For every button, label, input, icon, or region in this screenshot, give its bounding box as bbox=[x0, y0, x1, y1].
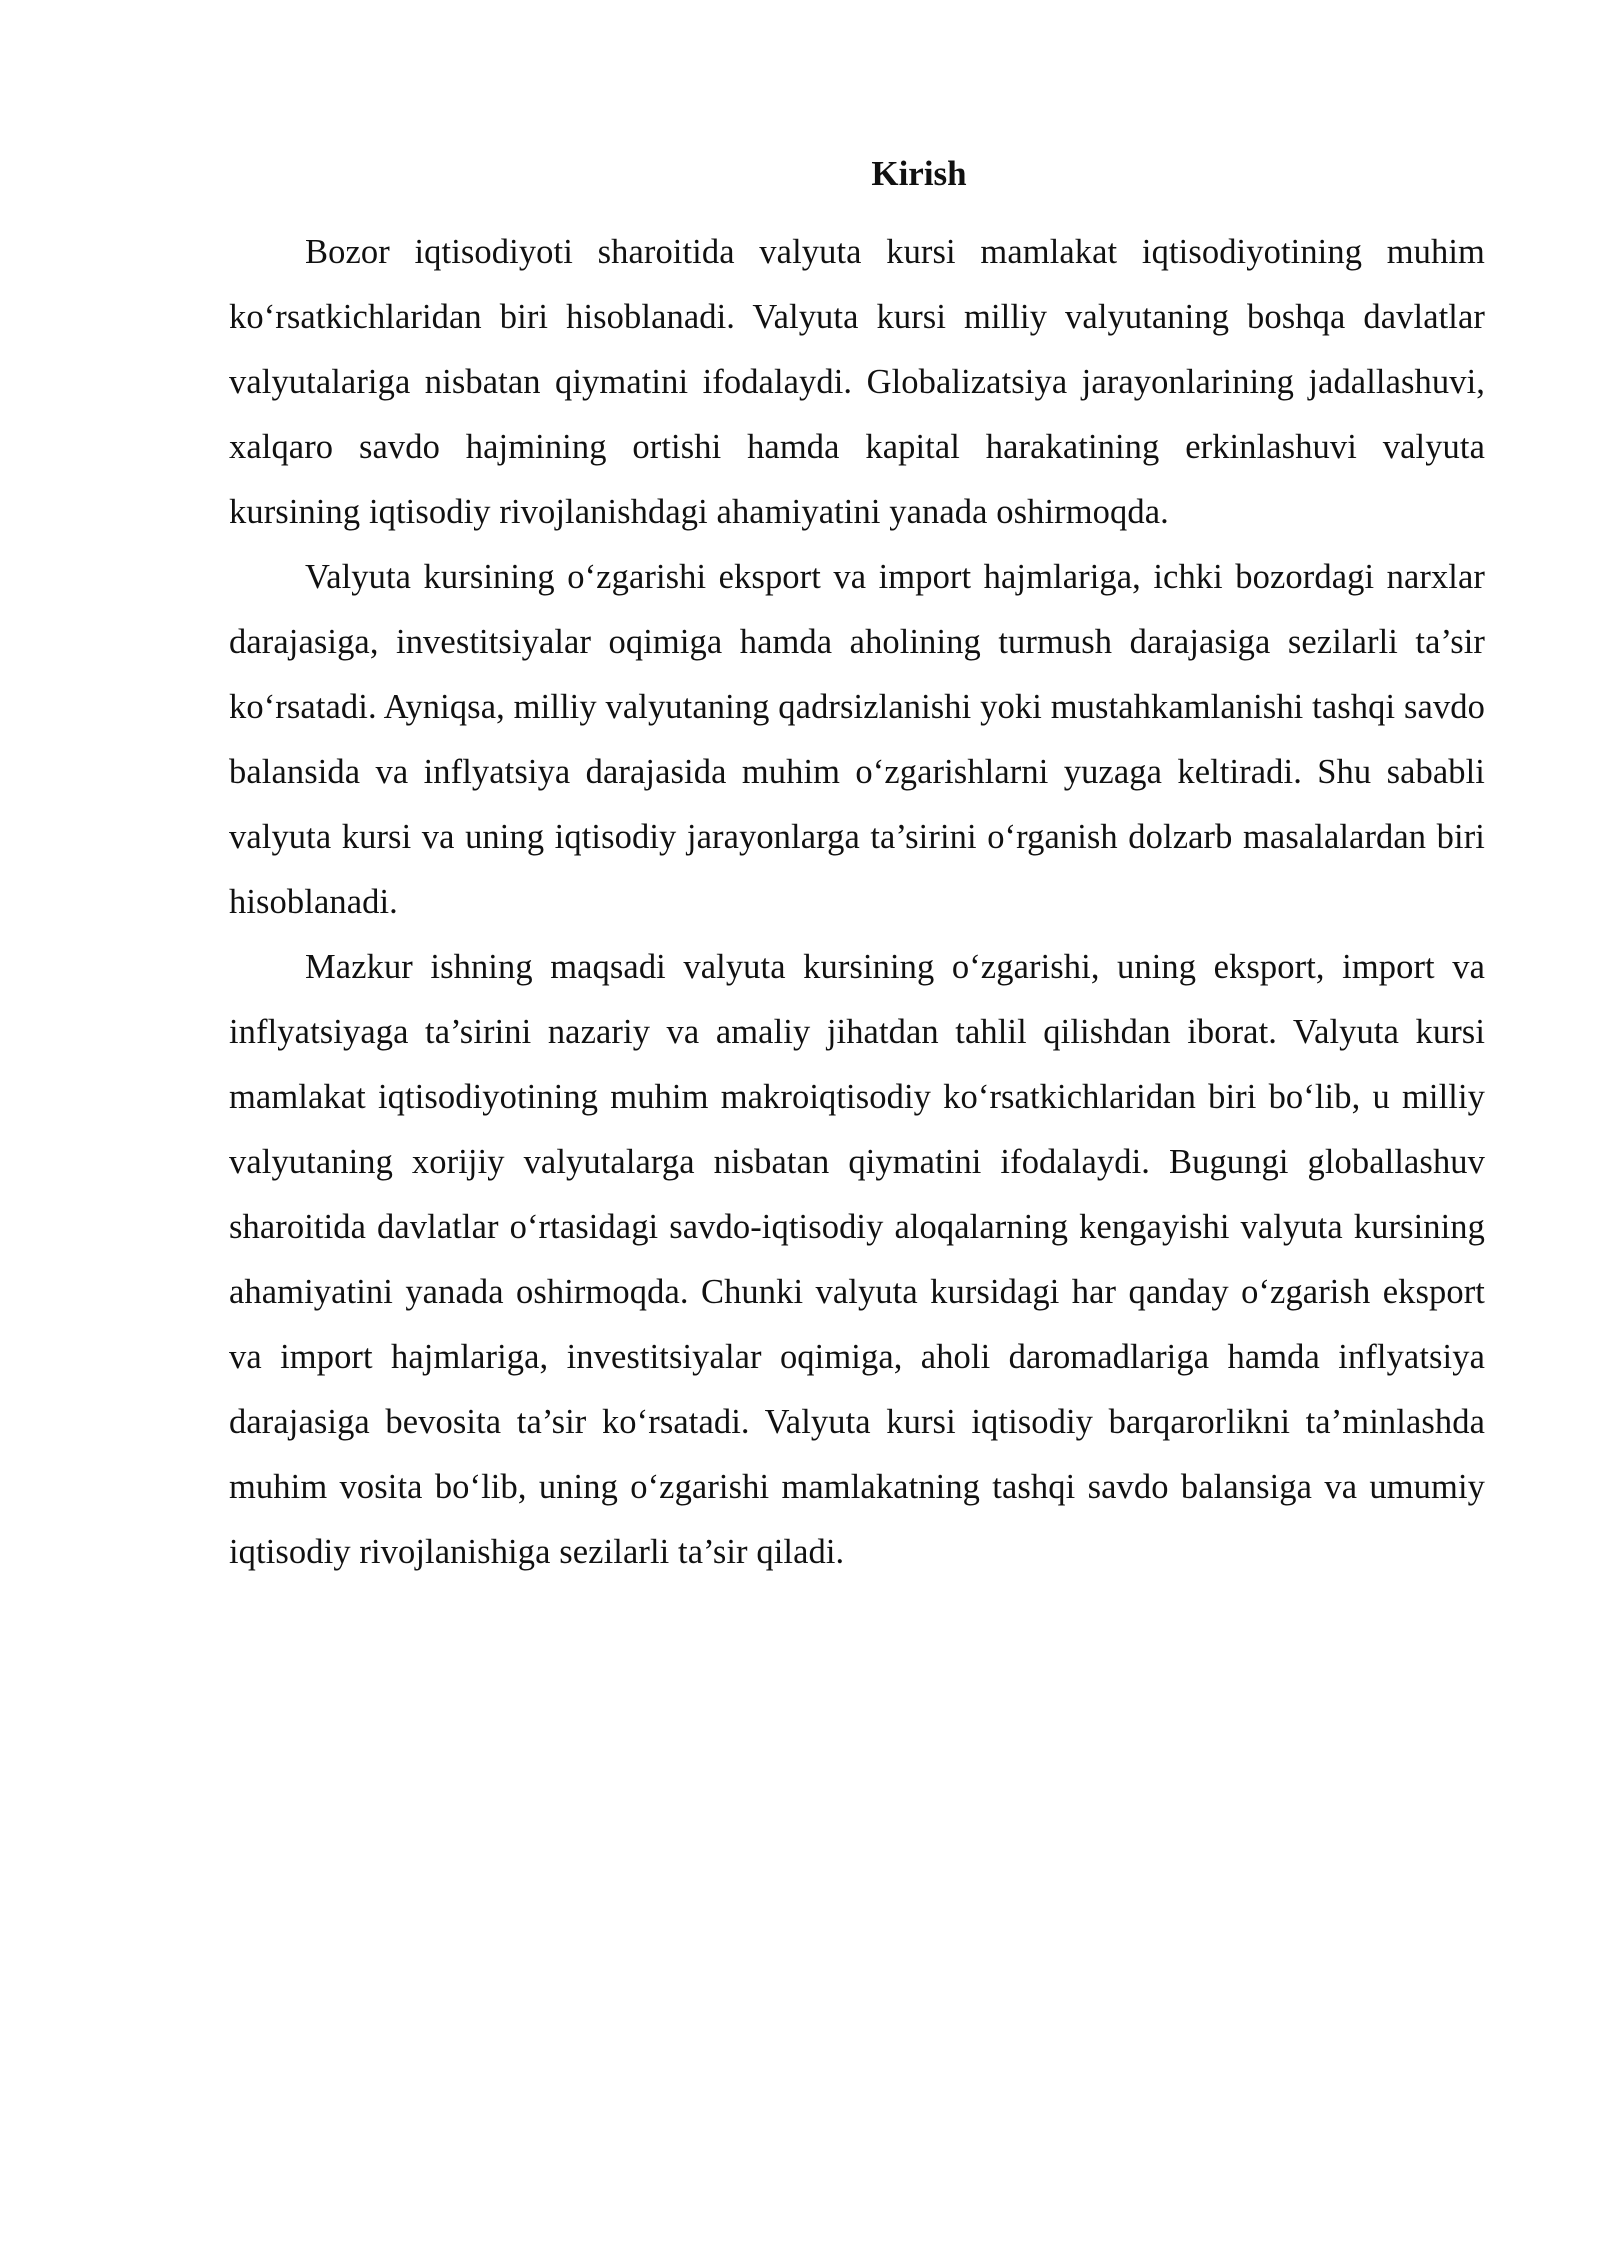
section-title: Kirish bbox=[871, 154, 967, 193]
paragraph-3: Mazkur ishning maqsadi valyuta kursining o‘zgarishi, uning eksport, import va inflyatsiyaga ta’sirini nazariy va amaliy jihatdan tahlil qilishdan iborat. Valyuta kursi mamlakat iqtisodiyotining muhim makroiqtisodiy ko‘rsatkichlaridan biri bo‘lib, u milliy valyutaning xorijiy valyutalarga nisbatan qiymatini ifodalaydi. Bugungi globallashuv sharoitida davlatlar o‘rtasidagi savdo-iqtisodiy aloqalarning kengayishi valyuta kursining ahamiyatini yanada oshirmoqda. Chunki valyuta kursidagi har qanday o‘zgarish eksport va import hajmlariga, investitsiyalar oqimiga, aholi daromadlariga hamda inflyatsiya darajasiga bevosita ta’sir ko‘rsatadi. Valyuta kursi iqtisodiy barqarorlikni ta’minlashda muhim vosita bo‘lib, uning o‘zgarishi mamlakatning tashqi savdo balansiga va umumiy iqtisodiy rivojlanishiga sezilarli ta’sir qiladi. bbox=[229, 948, 1485, 1571]
document-body bbox=[229, 144, 1485, 1585]
paragraph-2: Valyuta kursining o‘zgarishi eksport va import hajmlariga, ichki bozordagi narxlar darajasiga, investitsiyalar oqimiga hamda aholining turmush darajasiga sezilarli ta’sir ko‘rsatadi. Ayniqsa, milliy valyutaning qadrsizlanishi yoki mustahkamlanishi tashqi savdo balansida va inflyatsiya darajasida muhim o‘zgarishlarni yuzaga keltiradi. Shu sababli valyuta kursi va uning iqtisodiy jarayonlarga ta’sirini o‘rganish dolzarb masalalardan biri hisoblanadi. bbox=[229, 558, 1485, 921]
paragraph-1: Bozor iqtisodiyoti sharoitida valyuta kursi mamlakat iqtisodiyotining muhim ko‘rsatkichlaridan biri hisoblanadi. Valyuta kursi milliy valyutaning boshqa davlatlar valyutalariga nisbatan qiymatini ifodalaydi. Globalizatsiya jarayonlarining jadallashuvi, xalqaro savdo hajmining ortishi hamda kapital harakatining erkinlashuvi valyuta kursining iqtisodiy rivojlanishdagi ahamiyatini yanada oshirmoqda. bbox=[229, 233, 1485, 531]
